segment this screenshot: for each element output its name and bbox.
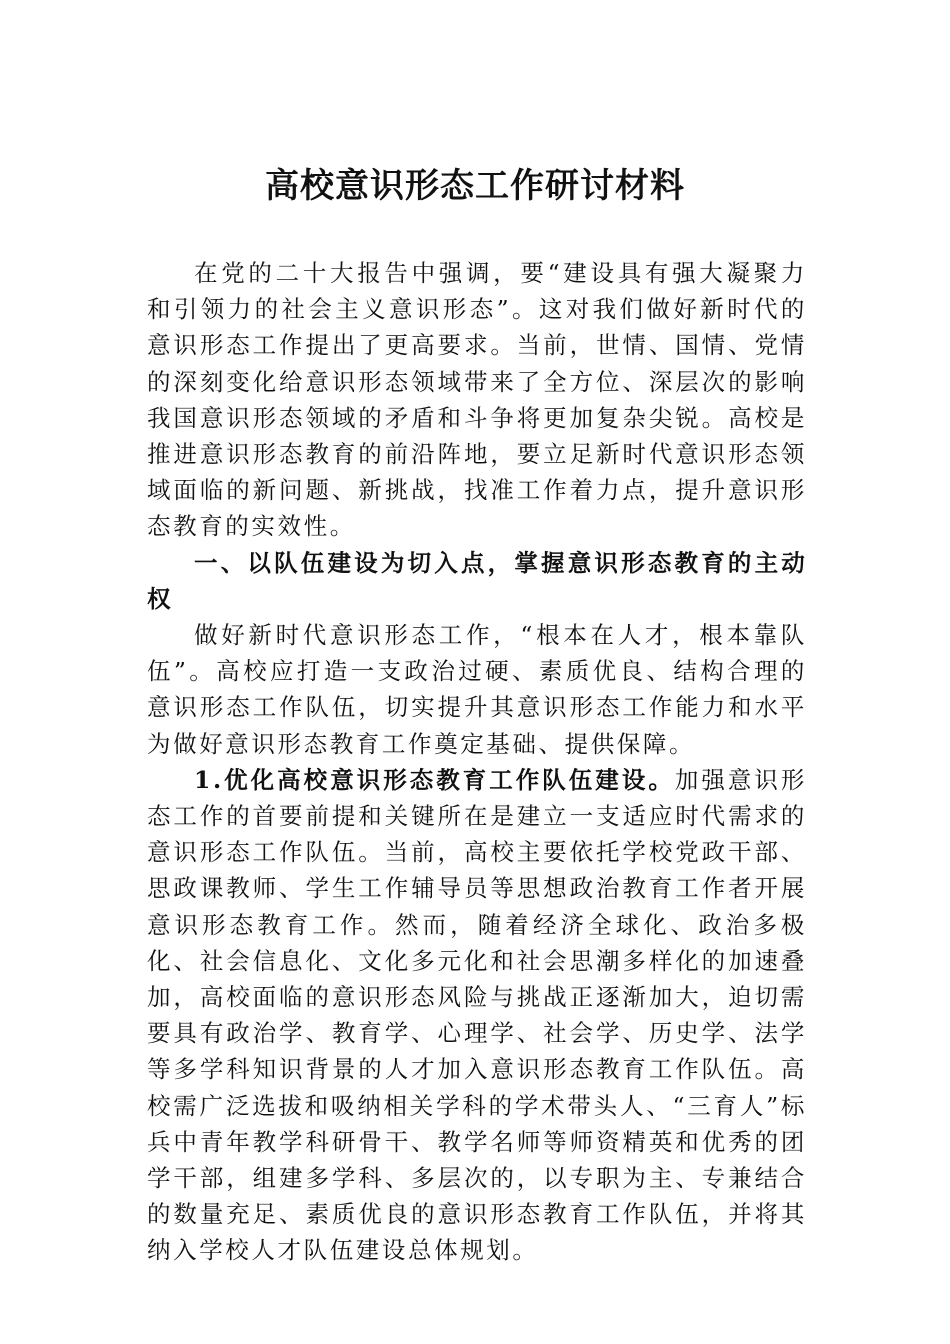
subsection-1-lead: 1.优化高校意识形态教育工作队伍建设。: [194, 765, 675, 794]
subsection-1-paragraph: [147, 762, 807, 1269]
intro-paragraph: 在党的二十大报告中强调，要“建设具有强大凝聚力和引领力的社会主义意识形态”。这对我们做好新时代的意识形态工作提出了更高要求。当前，世情、国情、党情的深刻变化给意识形态领域带来了全方位、深层次的影响我国意识形态领域的矛盾和斗争将更加复杂尖锐。高校是推进意识形态教育的前沿阵地，要立足新时代意识形态领域面临的新问题、新挑战，找准工作着力点，提升意识形态教育的实效性。: [147, 259, 807, 541]
section-1-paragraph: 做好新时代意识形态工作，“根本在人才，根本靠队伍”。高校应打造一支政治过硬、素质优良、结构合理的意识形态工作队伍，切实提升其意识形态工作能力和水平为做好意识形态教育工作奠定基础、提供保障。: [147, 621, 807, 758]
section-heading-1: 一、以队伍建设为切入点，掌握意识形态教育的主动权: [147, 548, 807, 613]
document-body: [147, 255, 807, 1269]
subsection-1-text: 加强意识形态工作的首要前提和关键所在是建立一支适应时代需求的意识形态工作队伍。当前，高校主要依托学校党政干部、思政课教师、学生工作辅导员等思想政治教育工作者开展意识形态教育工作。然而，随着经济全球化、政治多极化、社会信息化、文化多元化和社会思潮多样化的加速叠加，高校面临的意识形态风险与挑战正逐渐加大，迫切需要具有政治学、教育学、心理学、社会学、历史学、法学等多学科知识背景的人才加入意识形态教育工作队伍。高校需广泛选拔和吸纳相关学科的学术带头人、“三育人”标兵中青年教学科研骨干、教学名师等师资精英和优秀的团学干部，组建多学科、多层次的，以专职为主、专兼结合的数量充足、素质优良的意识形态教育工作队伍，并将其纳入学校人才队伍建设总体规划。: [147, 765, 808, 1265]
document-title: 高校意识形态工作研讨材料: [265, 166, 685, 206]
